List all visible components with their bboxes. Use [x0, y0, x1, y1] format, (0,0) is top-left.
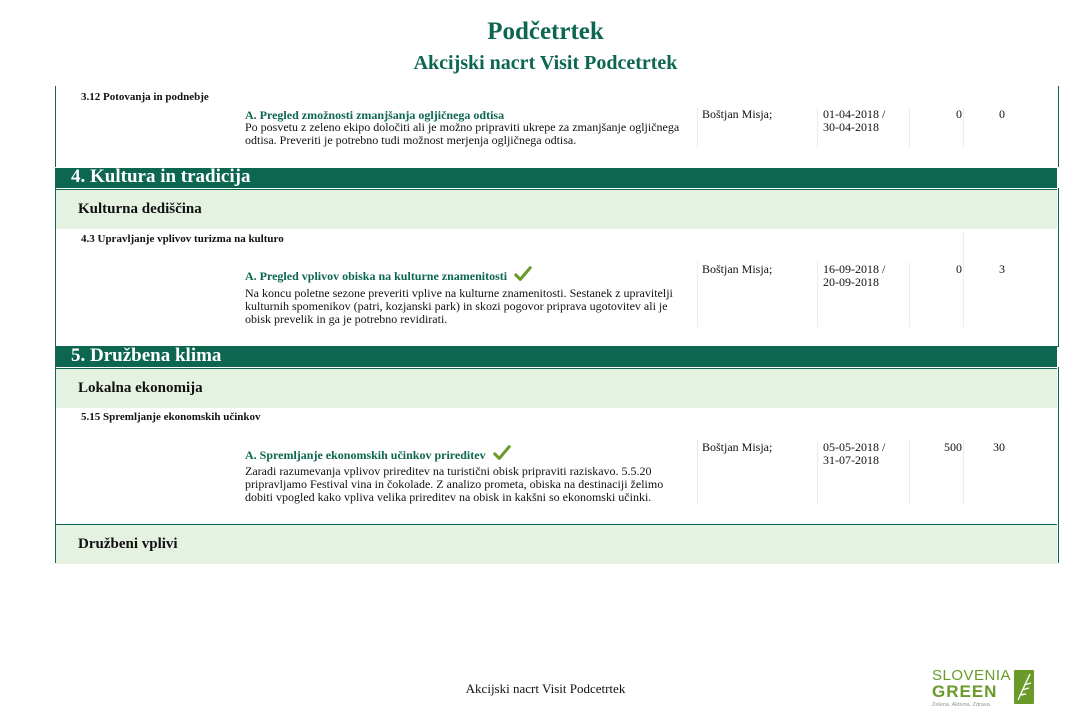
- page-footer: Akcijski nacrt Visit Podcetrtek: [465, 681, 626, 696]
- subsection-band: [56, 524, 1057, 564]
- subsection-title: Lokalna ekonomija: [78, 380, 203, 396]
- column-divider: [909, 262, 910, 327]
- checkmark-icon: [493, 444, 511, 462]
- column-divider: [817, 262, 818, 327]
- column-divider: [963, 440, 964, 505]
- action-title: A. Pregled zmožnosti zmanjšanja ogljičnega odtisa: [245, 108, 505, 122]
- section-title: 5. Družbena klima: [71, 345, 222, 366]
- section-title: 4. Kultura in tradicija: [71, 166, 251, 187]
- action-description: Zaradi razumevanja vplivov prireditev na turistični obisk pripraviti raziskavo. 5.5.20 pripravljamo Festival vina in čokolade. Z analizo prometa, obiska na destinaciji želimo dobiti vpogled kako vpliva velika prireditev na obisk in kakšni so ekonomski učinki.: [245, 464, 664, 504]
- column-divider: [963, 108, 964, 148]
- column-divider: [697, 440, 698, 505]
- checkmark-icon: [514, 265, 532, 283]
- section-heading-5: [55, 347, 1057, 367]
- logo-line1: SLOVENIA: [932, 667, 1012, 684]
- date-start: 01-04-2018 /: [823, 107, 886, 121]
- responsible-person: Boštjan Misja;: [702, 440, 773, 454]
- date-start: 05-05-2018 /: [823, 440, 886, 454]
- column-divider: [909, 108, 910, 148]
- value-cost: 500: [944, 440, 962, 454]
- goal-heading: 3.12 Potovanja in podnebje: [81, 91, 209, 103]
- slovenia-green-logo: [930, 665, 1040, 710]
- goal-heading: 5.15 Spremljanje ekonomskih učinkov: [81, 411, 261, 423]
- logo-line2: GREEN: [932, 682, 998, 701]
- column-divider: [817, 440, 818, 505]
- responsible-person: Boštjan Misja;: [702, 107, 773, 121]
- column-divider: [697, 108, 698, 148]
- section-heading-4: [55, 168, 1057, 188]
- date-start: 16-09-2018 /: [823, 262, 886, 276]
- column-divider: [963, 232, 964, 327]
- date-end: 31-07-2018: [823, 453, 879, 467]
- responsible-person: Boštjan Misja;: [702, 262, 773, 276]
- value-hours: 3: [999, 262, 1005, 276]
- date-end: 20-09-2018: [823, 275, 879, 289]
- subsection-band: [56, 189, 1057, 229]
- value-hours: 30: [993, 440, 1005, 454]
- column-divider: [909, 440, 910, 505]
- value-hours: 0: [999, 107, 1005, 121]
- action-title-text: A. Pregled vplivov obiska na kulturne znamenitosti: [245, 269, 508, 283]
- column-divider: [697, 262, 698, 327]
- page-subtitle: Akcijski nacrt Visit Podcetrtek: [413, 52, 678, 74]
- action-description: Po posvetu z zeleno ekipo določiti ali je možno pripraviti ukrepe za zmanjšanje ogljičnega odtisa. Preveriti je potrebno tudi možnost merjenja ogljičnega odtisa.: [245, 120, 680, 147]
- page-title: Podčetrtek: [487, 18, 604, 45]
- column-divider: [817, 108, 818, 148]
- action-title-text: A. Spremljanje ekonomskih učinkov prireditev: [245, 448, 486, 462]
- action-description: Na koncu poletne sezone preveriti vplive na kulturne znamenitosti. Sestanek z upravitelji kulturnih spomenikov (patri, kozjanski park) in skozi pogovor priprava ugotovitev ali je obisk prevelik in ga je potrebno revidirati.: [245, 286, 673, 326]
- logo-tagline: Zelena. Aktivna. Zdrava.: [932, 702, 992, 708]
- action-title: [245, 444, 511, 463]
- value-cost: 0: [956, 107, 962, 121]
- subsection-title: Družbeni vplivi: [78, 536, 178, 552]
- value-cost: 0: [956, 262, 962, 276]
- subsection-band: [56, 368, 1057, 408]
- goal-heading: 4.3 Upravljanje vplivov turizma na kulturo: [81, 233, 284, 245]
- action-title: [245, 265, 532, 284]
- date-end: 30-04-2018: [823, 120, 879, 134]
- subsection-title: Kulturna dediščina: [78, 201, 202, 217]
